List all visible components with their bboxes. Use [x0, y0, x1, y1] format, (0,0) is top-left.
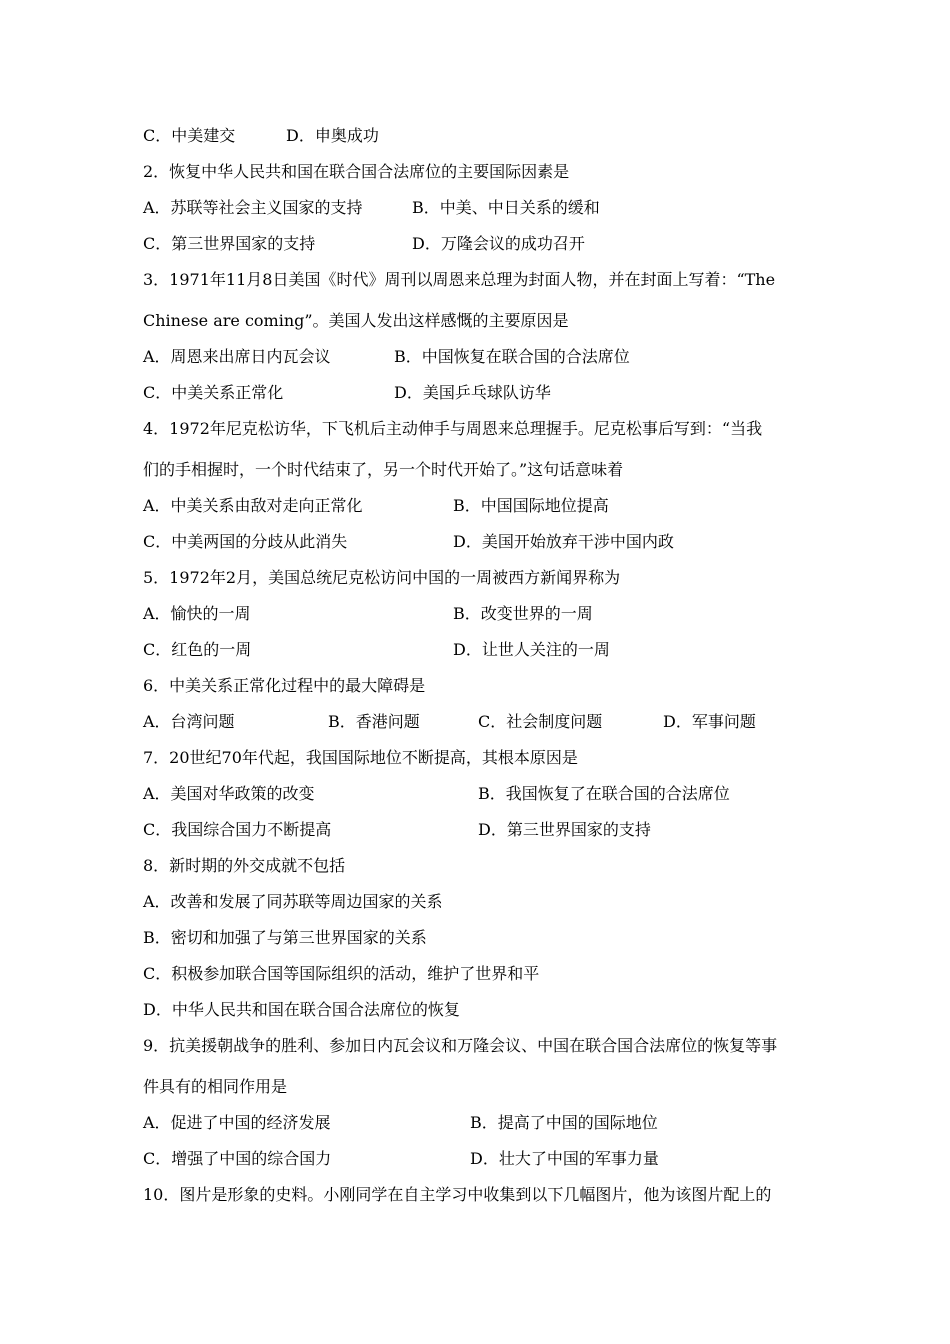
option-c: C．我国综合国力不断提高 [143, 820, 332, 839]
option-d: D．美国开始放弃干涉中国内政 [453, 532, 674, 551]
option-c: C．红色的一周 [143, 640, 252, 659]
option-a: A．苏联等社会主义国家的支持 [143, 198, 363, 217]
option-b: B．我国恢复了在联合国的合法席位 [478, 784, 730, 803]
option-row [143, 126, 235, 146]
option-a: A．愉快的一周 [143, 604, 251, 623]
question-10-stem: 10．图片是形象的史料。小刚同学在自主学习中收集到以下几幅图片，他为该图片配上的 [143, 1185, 772, 1204]
option-d: D．申奥成功 [286, 126, 379, 145]
option-b: B．中国国际地位提高 [453, 496, 609, 515]
question-6-stem: 6．中美关系正常化过程中的最大障碍是 [143, 676, 426, 695]
question-5-stem: 5．1972年2月，美国总统尼克松访问中国的一周被西方新闻界称为 [143, 568, 621, 587]
option-c: C．中美关系正常化 [143, 383, 284, 402]
option-b: B．香港问题 [328, 712, 420, 731]
option-a: A．美国对华政策的改变 [143, 784, 315, 803]
option-c: C．社会制度问题 [478, 712, 603, 731]
question-4-stem-line1: 4．1972年尼克松访华，下飞机后主动伸手与周恩来总理握手。尼克松事后写到：“当我 [143, 419, 763, 438]
option-a: A．改善和发展了同苏联等周边国家的关系 [143, 892, 443, 911]
option-b: B．中国恢复在联合国的合法席位 [394, 347, 630, 366]
option-a: A．周恩来出席日内瓦会议 [143, 347, 331, 366]
option-d: D．中华人民共和国在联合国合法席位的恢复 [143, 1000, 460, 1019]
option-a: A．促进了中国的经济发展 [143, 1113, 331, 1132]
question-3-stem-line1: 3．1971年11月8日美国《时代》周刊以周恩来总理为封面人物，并在封面上写着：“The [143, 270, 776, 289]
question-9-stem-line1: 9．抗美援朝战争的胜利、参加日内瓦会议和万隆会议、中国在联合国合法席位的恢复等事 [143, 1036, 778, 1055]
option-d: D．美国乒乓球队访华 [394, 383, 551, 402]
question-9-stem-line2: 件具有的相同作用是 [143, 1077, 288, 1096]
option-d: D．第三世界国家的支持 [478, 820, 651, 839]
question-4-stem-line2: 们的手相握时，一个时代结束了，另一个时代开始了。”这句话意味着 [143, 460, 624, 479]
option-c: C．中美两国的分歧从此消失 [143, 532, 348, 551]
option-c: C．中美建交 [143, 126, 236, 145]
question-7-stem: 7．20世纪70年代起，我国国际地位不断提高，其根本原因是 [143, 748, 578, 767]
option-d: D．万隆会议的成功召开 [412, 234, 585, 253]
option-d: D．让世人关注的一周 [453, 640, 610, 659]
question-3-stem-line2: Chinese are coming”。美国人发出这样感慨的主要原因是 [143, 311, 569, 330]
option-b: B．改变世界的一周 [453, 604, 593, 623]
option-c: C．第三世界国家的支持 [143, 234, 316, 253]
option-c: C．增强了中国的综合国力 [143, 1149, 332, 1168]
option-a: A．中美关系由敌对走向正常化 [143, 496, 363, 515]
option-d: D．军事问题 [663, 712, 756, 731]
option-b: B．密切和加强了与第三世界国家的关系 [143, 928, 427, 947]
option-a: A．台湾问题 [143, 712, 235, 731]
question-2-stem: 2．恢复中华人民共和国在联合国合法席位的主要国际因素是 [143, 162, 570, 181]
option-d: D．壮大了中国的军事力量 [470, 1149, 659, 1168]
option-b: B．提高了中国的国际地位 [470, 1113, 658, 1132]
option-b: B．中美、中日关系的缓和 [412, 198, 600, 217]
option-c: C．积极参加联合国等国际组织的活动，维护了世界和平 [143, 964, 540, 983]
question-8-stem: 8．新时期的外交成就不包括 [143, 856, 346, 875]
